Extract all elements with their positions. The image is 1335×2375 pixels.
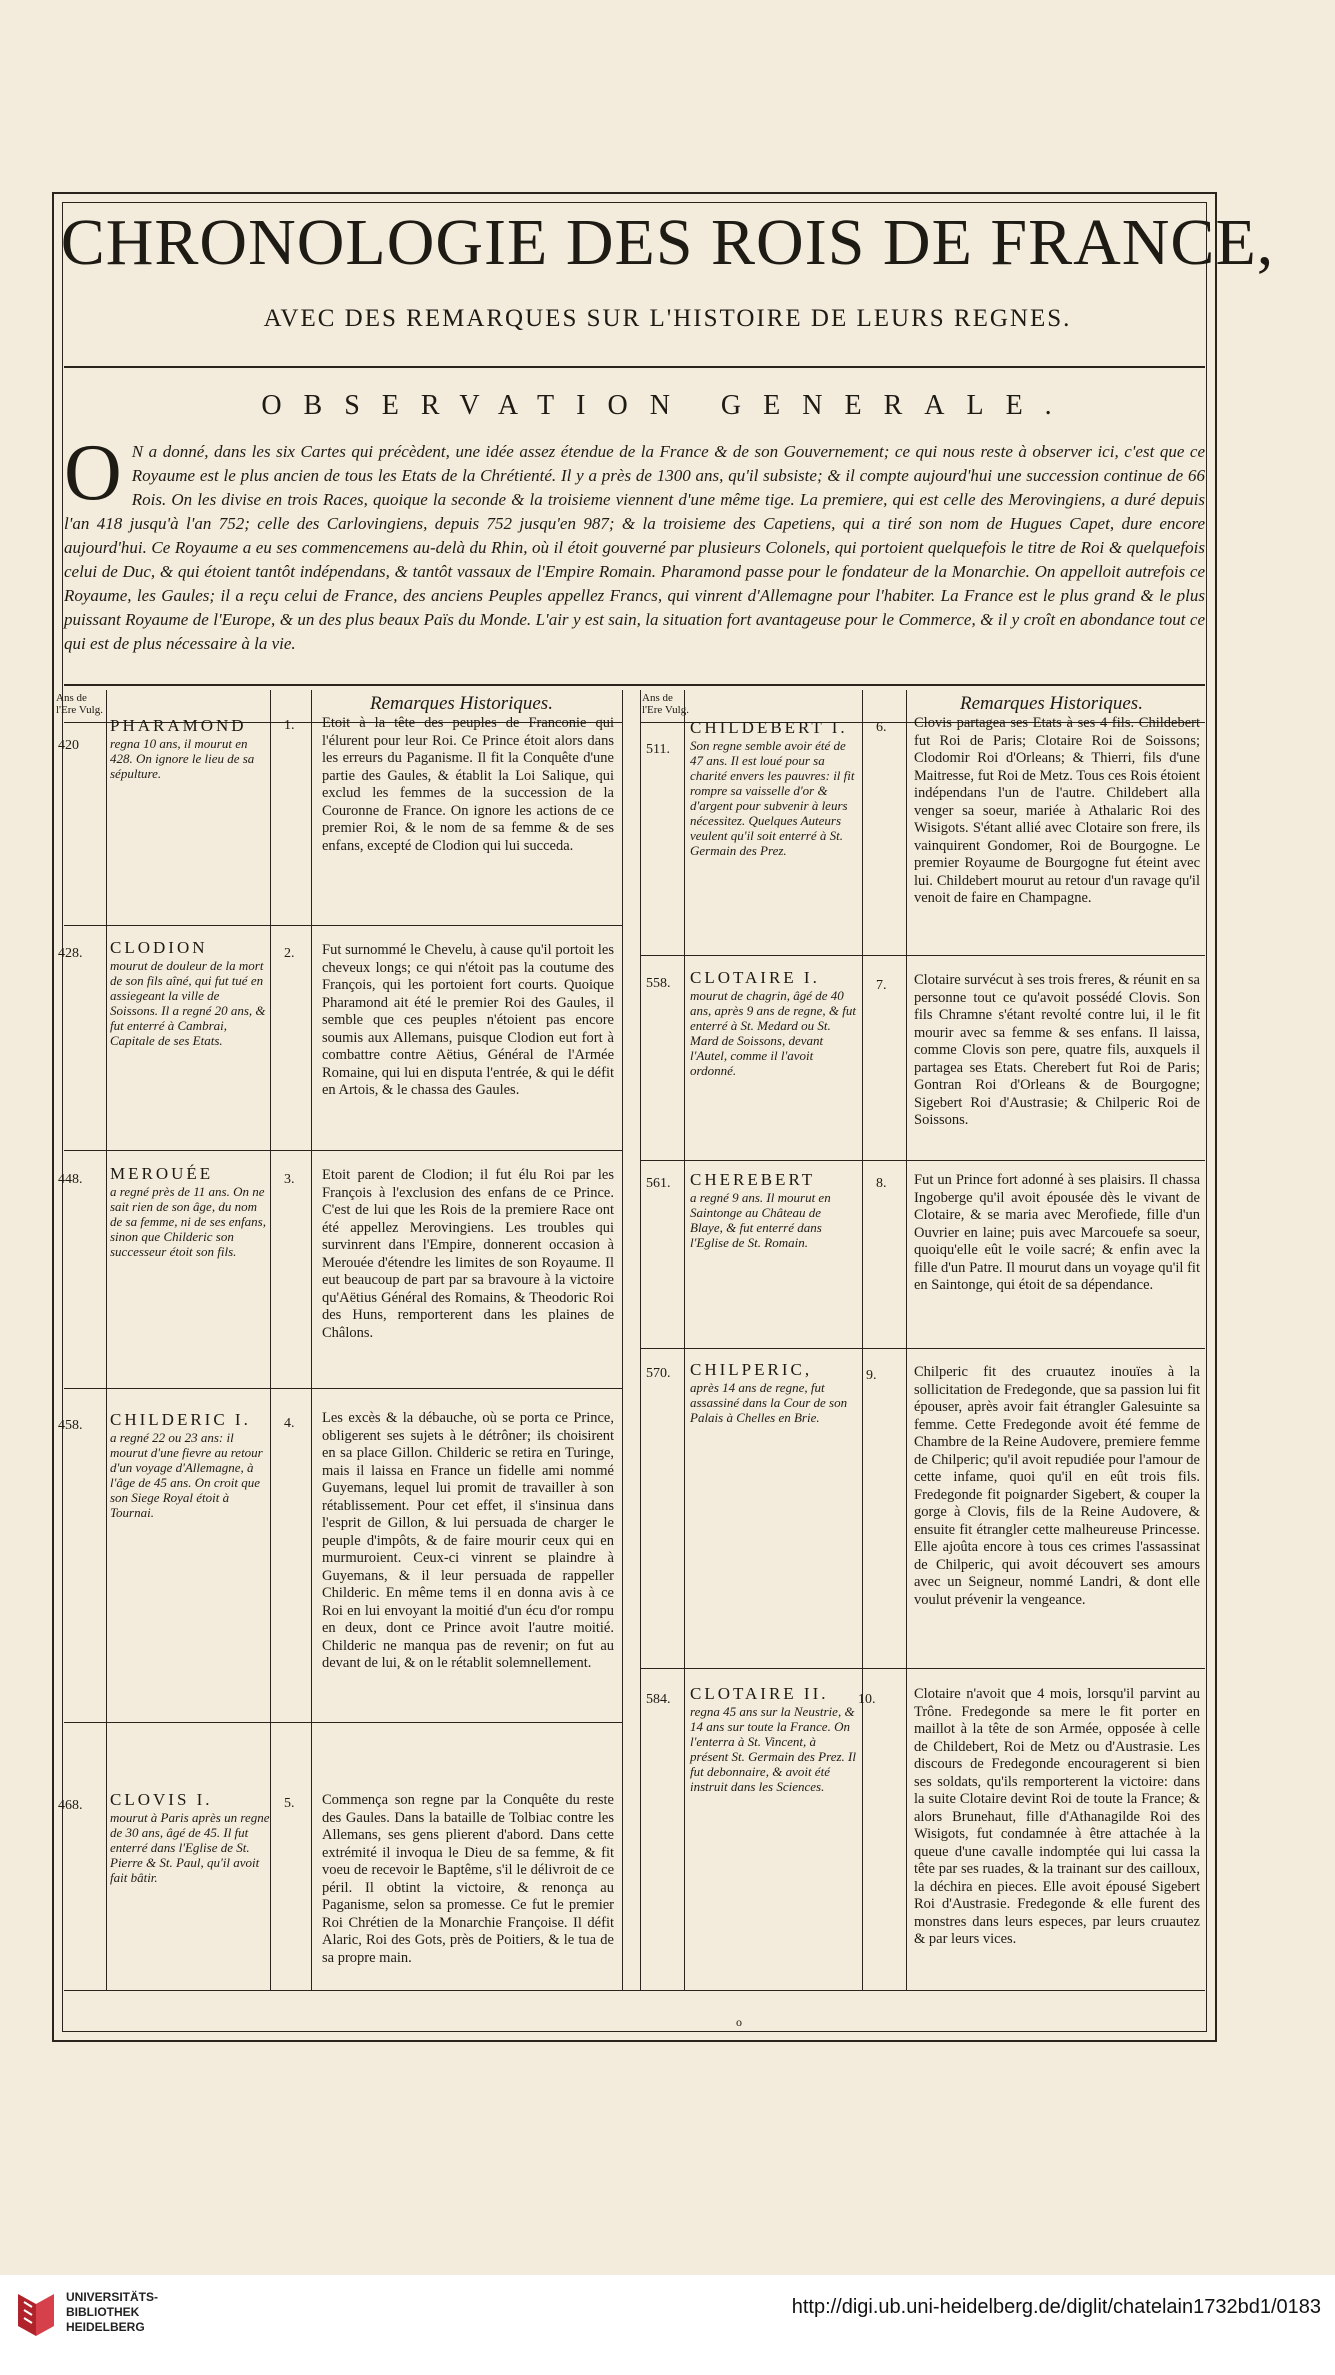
entry-king: [110, 1790, 270, 1885]
remarks-header-right: Remarques Historiques.: [960, 693, 1143, 714]
entry-king: [690, 968, 856, 1078]
remarks-header-left: Remarques Historiques.: [370, 693, 553, 714]
king-name: CHEREBERT: [690, 1170, 816, 1189]
king-note: après 14 ans de regne, fut assassiné dans la Cour de son Palais à Chelles en Brie.: [690, 1380, 848, 1425]
entry-king: [690, 1684, 856, 1794]
king-note: mourut de chagrin, âgé de 40 ans, après 9 ans de regne, & fut enterré à St. Medard ou St. Mard de Soissons, devant l'Autel, comme il l'avoit ordonné.: [690, 988, 856, 1078]
entry-rule: [640, 1668, 1205, 1669]
folio-mark: o: [736, 2015, 742, 2029]
entry-rule: [64, 1722, 622, 1723]
entry-remark: Clovis partagea ses Etats à ses 4 fils. Childebert fut Roi de Paris; Clotaire Roi de Soissons; Clodomir Roi d'Orleans; & Thierri, fils d'une Maitresse, fut Roi de Metz. Tous ces Rois étoient indépendans l'un de l'autre. Childebert alla venger sa soeur, mariée à Athalaric Roi des Wisigots. S'étant allié avec Clotaire son frere, ils vainquirent Gondomer, Roi de Bourgogne. Le premier Royaume de Bourgogne fut éteint avec lui. Childebert mourut au retour d'un ravage qu'il venoit de faire en Champagne.: [914, 715, 1200, 906]
entry-year: 511.: [646, 742, 670, 757]
entry-number: 4.: [284, 1416, 295, 1431]
entry-number: 8.: [876, 1176, 887, 1191]
king-name: CHILDERIC I.: [110, 1410, 251, 1429]
entry-year: 420: [58, 738, 79, 753]
intro-dropcap: O: [64, 429, 122, 517]
king-note: a regné près de 11 ans. On ne sait rien de son âge, du nom de sa femme, ni de ses enfans, sinon que Childeric son successeur étoit son fils.: [110, 1184, 266, 1259]
entry-year: 458.: [58, 1418, 83, 1433]
entry-rule: [64, 925, 622, 926]
entry-number: 10.: [858, 1692, 876, 1707]
era-header-right: Ans de l'Ere Vulg.: [642, 692, 689, 716]
entry-rule: [640, 1348, 1205, 1349]
source-url[interactable]: http://digi.ub.uni-heidelberg.de/diglit/chatelain1732bd1/0183: [791, 2296, 1321, 2318]
entry-remark: Fut surnommé le Chevelu, à cause qu'il portoit les cheveux longs; ce qui n'étoit pas la coutume des François, qui les portoient fort courts. Quoique Pharamond ait été le premier Roi des Gaules, il semble que ces peuples n'étoient pas encore soumis aux Allemans, puisque Clodion eut fort à combattre contre Aëtius, Général de l'Armée Romaine, qui lui en disputa l'entrée, & qui le défit en Artois, & le chassa des Gaules.: [322, 942, 614, 1098]
king-note: mourut de douleur de la mort de son fils aîné, qui fut tué en assiegeant la ville de Soissons. Il a regné 20 ans, & fut enterré à Cambrai, Capitale de ses Etats.: [110, 958, 266, 1048]
entry-year: 584.: [646, 1692, 671, 1707]
king-note: regna 10 ans, il mourut en 428. On ignore le lieu de sa sépulture.: [110, 736, 255, 781]
king-name: MEROUÉE: [110, 1164, 214, 1183]
entry-number: 3.: [284, 1172, 295, 1187]
era-header-left: Ans de l'Ere Vulg.: [56, 692, 103, 716]
col-rule: [906, 690, 907, 1990]
logo-line: UNIVERSITÄTS-: [66, 2290, 159, 2304]
king-name: CLOTAIRE II.: [690, 1684, 829, 1703]
entry-king: [110, 938, 270, 1048]
title-rule: [64, 366, 1205, 368]
entry-rule: [64, 1388, 622, 1389]
entry-number: 6.: [876, 720, 887, 735]
entry-number: 7.: [876, 978, 887, 993]
king-name: CLOVIS I.: [110, 1790, 213, 1809]
col-rule: [270, 690, 271, 1990]
observation-title: OBSERVATION GENERALE.: [261, 390, 1074, 421]
col-rule: [106, 690, 107, 1990]
entry-remark: Etoit à la tête des peuples de Franconie qui l'élurent pour leur Roi. Ce Prince étoit alors dans les erreurs du Paganisme. Il fit la Conquête d'une partie des Gaules, & établit la Loi Salique, qui exclud les femmes de la succession de la Couronne de France. On ignore les actions de ce premier Roi, & le nom de sa femme & de ses enfans, excepté de Clodion qui lui succeda.: [322, 715, 614, 854]
table-top-rule: [64, 684, 1205, 686]
intro-paragraph: [64, 429, 1205, 656]
intro-text: N a donné, dans les six Cartes qui précèdent, une idée assez étendue de la France & de son Gouvernement; ce qui nous reste à observer ici, c'est que ce Royaume est le plus ancien de tous les Etats de la Chrétienté. Il y a près de 1300 ans, qu'il subsiste; & il compte aujourd'hui une succession continue de 66 Rois. On les divise en trois Races, quoique la seconde & la troisieme viennent d'une même tige. La premiere, qui est celle des Merovingiens, a duré depuis l'an 418 jusqu'à l'an 752; celle des Carlovingiens, depuis 752 jusqu'en 987; & la troisieme des Capetiens, qui a tiré son nom de Hugues Capet, dure encore aujourd'hui. Ce Royaume a eu ses commencemens au-delà du Rhin, où il étoit gouverné par plusieurs Colonels, qui portoient quelquefois le titre de Roi & quelquefois celui de Duc, & qui étoient tantôt indépendans, & tantôt vassaux de l'Empire Romain. Pharamond passe pour le fondateur de la Monarchie. On appelloit autrefois ce Royaume, les Gaules; il a reçu celui de France, des anciens Peuples appellez Francs, qui vinrent d'Allemagne pour l'habiter. La France est le plus grand & le plus puissant Royaume de l'Europe, & un des plus beaux Païs du Monde. L'air y est sain, la situation fort avantageuse pour le Commerce, & il y croît en abondance tout ce qui est de plus nécessaire à la vie.: [64, 442, 1205, 653]
entry-king: [110, 1410, 270, 1520]
entry-king: [110, 1164, 270, 1259]
entry-number: 5.: [284, 1796, 295, 1811]
col-rule: [622, 690, 623, 1990]
page-title: CHRONOLOGIE DES ROIS DE FRANCE,: [60, 206, 1275, 279]
table-bottom-rule: [64, 1990, 1205, 1991]
entry-remark: Clotaire survécut à ses trois freres, & réunit en sa personne tout ce qu'avoit possédé Clovis. Son fils Chramne s'étant revolté contre lui, il le fit mourir avec sa femme & ses enfans. Il laissa, comme Clovis son pere, quatre fils, auxquels il partagea ses Etats. Cherebert fut Roi de Paris; Gontran Roi d'Orleans & de Bourgogne; Sigebert Roi d'Austrasie; & Chilperic Roi de Soissons.: [914, 972, 1200, 1128]
king-note: regna 45 ans sur la Neustrie, & 14 ans sur toute la France. On l'enterra à St. Vincent, à présent St. Germain des Prez. Il fut debonnaire, & avoit été instruit dans les Sciences.: [690, 1704, 856, 1794]
entry-king: [690, 1360, 856, 1425]
king-note: Son regne semble avoir été de 47 ans. Il est loué pour sa charité envers les pauvres: il fit rompre sa vaisselle d'or & d'argent pour subvenir à leurs nécessitez. Quelques Auteurs veulent qu'il soit enterré à St. Germain des Prez.: [690, 738, 855, 858]
logo-line: HEIDELBERG: [66, 2320, 145, 2334]
entry-king: [690, 1170, 856, 1250]
entry-remark: Fut un Prince fort adonné à ses plaisirs. Il chassa Ingoberge qu'il avoit épousée dès le vivant de Clotaire, & se maria avec Merofiede, fille d'un Ouvrier en laine; puis avec Marcouefe sa soeur, quoiqu'elle eût le voile sacré; & enfin avec la fille d'un Patre. Il mourut dans un voyage qu'il fit en Saintonge, qui étoit de sa dépendance.: [914, 1172, 1200, 1293]
entry-king: [110, 716, 270, 781]
entry-king: [690, 718, 856, 858]
entry-year: 561.: [646, 1176, 671, 1191]
entry-year: 570.: [646, 1366, 671, 1381]
king-name: CLOTAIRE I.: [690, 968, 820, 987]
entry-remark: Etoit parent de Clodion; il fut élu Roi par les François à l'exclusion des enfans de ce Prince. C'est de lui que les Rois de la premiere Race ont été appellez Merovingiens. Les troubles qui survinrent dans l'Empire, donnerent occasion à Merouée d'étendre les limites de son Royaume. Il eut beaucoup de part par sa bravoure à la victoire qu'Aëtius Général des Romains, & Theodoric Roi des Huns, remporterent dans les plaines de Châlons.: [322, 1167, 614, 1341]
library-logo-icon: [14, 2290, 58, 2345]
entry-year: 448.: [58, 1172, 83, 1187]
entry-rule: [64, 1150, 622, 1151]
entry-year: 468.: [58, 1798, 83, 1813]
logo-line: BIBLIOTHEK: [66, 2305, 140, 2319]
col-rule: [311, 690, 312, 1990]
entry-remark: Clotaire n'avoit que 4 mois, lorsqu'il parvint au Trône. Fredegonde sa mere le fit porter en maillot à la tête de son Armée, opposée à celle de Childebert, Roi de Metz ou d'Austrasie. Les discours de Fredegonde encouragerent si bien ses soldats, qu'ils remporterent la victoire: dans la suite Clotaire devint Roi de toute la France; & alors Brunehaut, fille d'Athanagilde Roi des Wisigots, fut condamnée à être attachée à la queue d'une cavalle indomptée qui lui cassa la tête par ses ruades, & la trainant sur des cailloux, la déchira en pieces. Elle avoit épousé Sigebert Roi d'Austrasie. Fredegonde & elle furent des monstres dans leurs especes, par leurs cruautez & par leurs vices.: [914, 1686, 1200, 1947]
viewer-footer: [0, 2275, 1335, 2375]
king-name: CHILDEBERT I.: [690, 718, 848, 737]
page-subtitle: AVEC DES REMARQUES SUR L'HISTOIRE DE LEURS REGNES.: [263, 305, 1072, 332]
library-logo-text: [66, 2290, 158, 2335]
col-rule: [862, 690, 863, 1990]
entry-number: 1.: [284, 718, 295, 733]
entry-rule: [640, 1160, 1205, 1161]
entry-number: 9.: [866, 1368, 877, 1383]
king-note: mourut à Paris après un regne de 30 ans, âgé de 45. Il fut enterré dans l'Eglise de St. Pierre & St. Paul, qu'il avoit fait bâtir.: [110, 1810, 270, 1885]
entry-remark: Commença son regne par la Conquête du reste des Gaules. Dans la bataille de Tolbiac contre les Allemans, ses gens plierent d'abord. Dans cette extrémité il invoqua le Dieu de sa femme, & fit voeu de recevoir le Baptême, s'il le délivroit de ce péril. Il obtint la victoire, & renonça au Paganisme, selon sa promesse. Ce fut le premier Roi Chrétien de la Monarchie Françoise. Il défit Alaric, Roi des Gots, près de Poitiers, & le tua de sa propre main.: [322, 1792, 614, 1966]
col-rule: [684, 690, 685, 1990]
king-name: CLODION: [110, 938, 208, 957]
entry-number: 2.: [284, 946, 295, 961]
king-note: a regné 9 ans. Il mourut en Saintonge au Château de Blaye, & fut enterré dans l'Eglise de St. Romain.: [690, 1190, 831, 1250]
entry-year: 558.: [646, 976, 671, 991]
king-note: a regné 22 ou 23 ans: il mourut d'une fievre au retour d'un voyage d'Allemagne, à l'âge de 45 ans. On croit que son Siege Royal étoit à Tournai.: [110, 1430, 263, 1520]
col-rule: [640, 690, 641, 1990]
entry-rule: [640, 955, 1205, 956]
king-name: PHARAMOND: [110, 716, 247, 735]
king-name: CHILPERIC,: [690, 1360, 813, 1379]
entry-remark: Les excès & la débauche, où se porta ce Prince, obligerent ses sujets à le détrôner; ils choisirent en sa place Gillon. Childeric se retira en Turinge, mais il laissa en France un fidelle ami nommé Guyemans, lequel lui promit de travailler à son rétablissement. Pour cet effet, il s'insinua dans l'esprit de Gillon, & lui persuada de charger le peuple d'impôts, & de faire mourir ceux qui en murmuroient. Ceux-ci vinrent se plaindre à Guyemans, & il leur persuada de rappeller Childeric. En même tems il en donna avis à ce Roi en lui envoyant la moitié d'un écu d'or rompu en deux, dont ce Prince avoit l'autre moitié. Childeric ne manqua pas de revenir; on fut au devant de lui, & on le rétablit solemnellement.: [322, 1410, 614, 1671]
entry-remark: Chilperic fit des cruautez inouïes à la sollicitation de Fredegonde, que sa passion lui fit épouser, après avoir fait étrangler Galesuinte sa femme. Cette Fredegonde avoit été femme de Chambre de la Reine Audovere, premiere femme de Chilperic; qu'il avoit repudiée pour l'amour de cette infame, quoi qu'il en eût trois fils. Fredegonde fit poignarder Sigebert, & couper la gorge à Clovis, fils de la Reine Audovere, & ensuite fit étrangler cette malheureuse Princesse. Elle ajoûta encore à tous ces crimes l'assassinat de Chilperic, qui avoit découvert ses amours avec un Seigneur, nommé Landri, & dont elle voulut prévenir la vengeance.: [914, 1364, 1200, 1608]
entry-year: 428.: [58, 946, 83, 961]
